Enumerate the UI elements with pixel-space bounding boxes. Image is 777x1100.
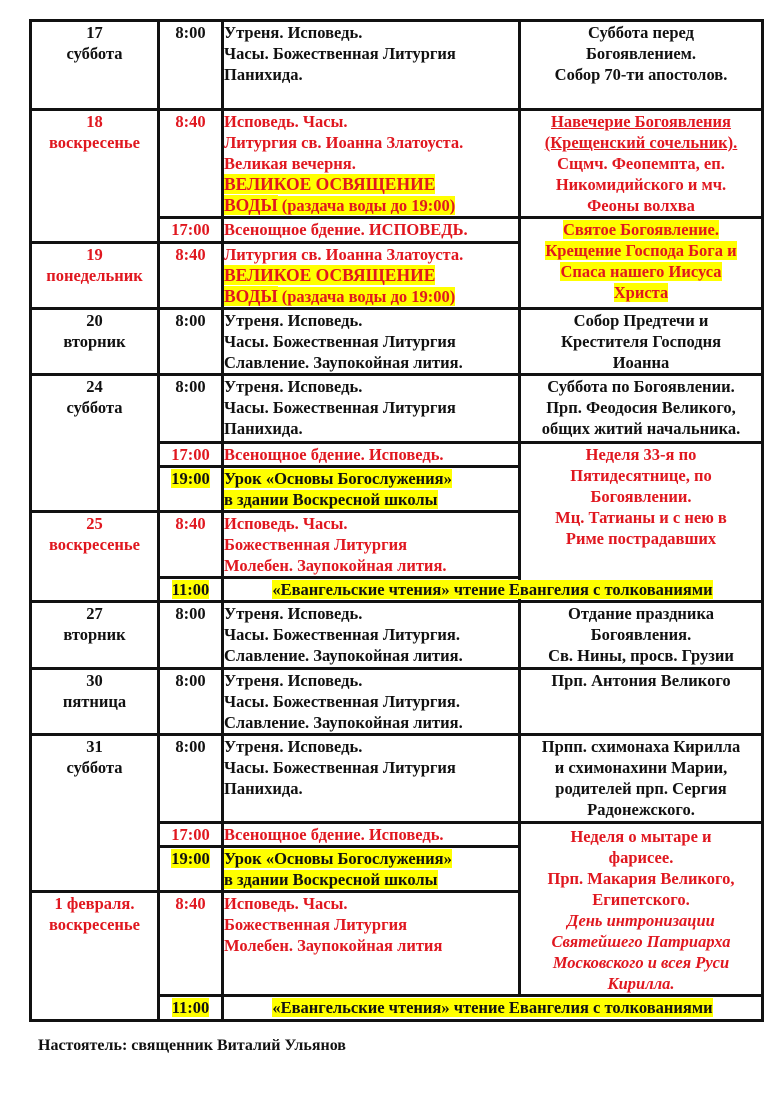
service-cell (223, 735, 520, 823)
highlighted-service: ВОДЫ (224, 195, 278, 215)
service-cell (223, 21, 520, 110)
service-line: Божественная Литургия (224, 535, 408, 554)
date-cell (31, 602, 159, 669)
service-line: Литургия св. Иоанна Златоуста. (224, 245, 464, 264)
time-cell: 8:40 (159, 110, 223, 218)
service-line: Божественная Литургия (224, 915, 408, 934)
time-cell: 8:00 (159, 735, 223, 823)
weekday: вторник (63, 332, 126, 351)
rector-signature: Настоятель: священник Виталий Ульянов (38, 1037, 346, 1054)
service-cell (223, 243, 520, 309)
service-cell (223, 578, 763, 602)
service-cell (223, 996, 763, 1021)
service-line: Исповедь. Часы. (224, 894, 348, 913)
feast-line: Суббота перед (588, 23, 694, 42)
feast-line: Суббота по Богоявлении. (547, 377, 735, 396)
time-cell: 8:00 (159, 602, 223, 669)
feast-line: Кирилла. (607, 974, 675, 993)
service-line: Часы. Божественная Литургия (224, 758, 456, 777)
weekday: понедельник (46, 266, 143, 285)
date-number: 1 февраля. (54, 894, 135, 913)
feast-cell (520, 669, 763, 735)
time-cell: 8:00 (159, 375, 223, 443)
feast-cell (520, 823, 763, 996)
service-line: Славление. Заупокойная лития. (224, 353, 463, 372)
date-cell (31, 735, 159, 892)
time-label: 19:00 (171, 849, 210, 868)
feast-line: Крестителя Господня (560, 332, 722, 351)
service-line: Утреня. Исповедь. (224, 23, 363, 42)
feast-line: Святейшего Патриарха (551, 932, 731, 951)
service-cell (223, 847, 520, 892)
feast-cell (520, 218, 763, 309)
feast-line: День интронизации (567, 911, 715, 930)
service-line: Панихида. (224, 65, 303, 84)
schedule-row (31, 669, 763, 735)
service-cell (223, 892, 520, 996)
date-number: 30 (86, 671, 103, 690)
schedule-row (31, 375, 763, 443)
feast-line: Радонежского. (587, 800, 695, 819)
service-line: Часы. Божественная Литургия. (224, 692, 460, 711)
feast-line: Богоявлении. (590, 487, 692, 506)
time-cell (159, 996, 223, 1021)
date-number: 17 (86, 23, 103, 42)
date-number: 24 (86, 377, 103, 396)
feast-line: Крещение Господа Бога и (545, 241, 737, 260)
date-cell (31, 892, 159, 1021)
date-number: 20 (86, 311, 103, 330)
feast-line: Прп. Феодосия Великого, (546, 398, 736, 417)
feast-line: родителей прп. Сергия (555, 779, 727, 798)
service-line: Часы. Божественная Литургия. (224, 625, 460, 644)
gospel-readings: «Евангельские чтения» чтение Евангелия с толкованиями (272, 580, 713, 599)
water-note: (раздача воды до 19:00) (281, 196, 456, 215)
service-line: Молебен. Заупокойная лития (224, 936, 443, 955)
feast-line: Прп. Антония Великого (551, 671, 731, 690)
feast-title: Навечерие Богоявления (551, 112, 731, 131)
weekday: вторник (63, 625, 126, 644)
service-cell (223, 467, 520, 512)
feast-cell (520, 735, 763, 823)
time-label: 11:00 (171, 580, 210, 599)
service-line: Панихида. (224, 779, 303, 798)
service-line: Утреня. Исповедь. (224, 671, 363, 690)
service-line: Исповедь. Часы. (224, 112, 348, 131)
service-line: Славление. Заупокойная лития. (224, 713, 463, 732)
feast-line: и схимонахини Марии, (554, 758, 728, 777)
service-line: Утреня. Исповедь. (224, 311, 363, 330)
feast-line: Сщмч. Феопемпта, еп. (557, 154, 725, 173)
feast-cell (520, 110, 763, 218)
time-label: 11:00 (171, 998, 210, 1017)
date-cell (31, 309, 159, 375)
service-line: Утреня. Исповедь. (224, 737, 363, 756)
time-cell: 8:00 (159, 21, 223, 110)
feast-line: Прпп. схимонаха Кирилла (541, 737, 741, 756)
feast-line: фарисее. (608, 848, 674, 867)
date-number: 31 (86, 737, 103, 756)
date-cell (31, 21, 159, 110)
schedule-row (31, 602, 763, 669)
time-cell: 17:00 (159, 218, 223, 243)
feast-line: Богоявлением. (585, 44, 697, 63)
time-cell (159, 578, 223, 602)
feast-line: Собор Предтечи и (573, 311, 709, 330)
time-cell: 17:00 (159, 443, 223, 467)
feast-line: Феоны волхва (587, 196, 695, 215)
feast-cell (520, 602, 763, 669)
schedule-row (31, 110, 763, 218)
service-line: Панихида. (224, 419, 303, 438)
service-line: Урок «Основы Богослужения» (224, 849, 452, 868)
feast-line: Христа (613, 283, 669, 302)
service-cell (223, 512, 520, 578)
highlighted-service: ВЕЛИКОЕ ОСВЯЩЕНИЕ (224, 265, 436, 285)
service-line: Молебен. Заупокойная лития. (224, 556, 447, 575)
feast-line: Риме пострадавших (565, 529, 717, 548)
service-line: Славление. Заупокойная лития. (224, 646, 463, 665)
weekday: суббота (66, 44, 123, 63)
weekday: суббота (66, 758, 123, 777)
service-cell (223, 110, 520, 218)
service-line: Исповедь. Часы. (224, 514, 348, 533)
service-cell (223, 443, 520, 467)
schedule-row (31, 735, 763, 823)
feast-line: Никомидийского и мч. (555, 175, 727, 194)
weekday: суббота (66, 398, 123, 417)
service-line: в здании Воскресной школы (224, 870, 438, 889)
feast-line: общих житий начальника. (541, 419, 741, 438)
feast-cell (520, 375, 763, 443)
weekday: воскресенье (49, 133, 140, 152)
date-number: 18 (86, 112, 103, 131)
feast-line: Собор 70-ти апостолов. (554, 65, 728, 84)
feast-cell (520, 21, 763, 110)
time-cell (159, 847, 223, 892)
service-line: Литургия св. Иоанна Златоуста. (224, 133, 464, 152)
service-cell (223, 669, 520, 735)
date-number: 25 (86, 514, 103, 533)
service-cell (223, 218, 520, 243)
feast-line: Святое Богоявление. (563, 220, 719, 239)
feast-line: Египетского. (592, 890, 690, 909)
service-line: Урок «Основы Богослужения» (224, 469, 452, 488)
time-cell: 8:00 (159, 669, 223, 735)
service-line: Часы. Божественная Литургия (224, 332, 456, 351)
service-line: Всенощное бдение. Исповедь. (224, 825, 444, 844)
time-cell (159, 467, 223, 512)
date-number: 19 (86, 245, 103, 264)
time-cell: 8:40 (159, 243, 223, 309)
service-line: Всенощное бдение. Исповедь. (224, 445, 444, 464)
time-label: 19:00 (171, 469, 210, 488)
service-line: Утреня. Исповедь. (224, 377, 363, 396)
feast-line: Пятидесятнице, по (570, 466, 712, 485)
feast-line: Московского и всея Руси (552, 953, 730, 972)
feast-line: Иоанна (612, 353, 670, 372)
weekday: воскресенье (49, 535, 140, 554)
feast-line: Неделя о мытаре и (570, 827, 712, 846)
schedule-row (31, 21, 763, 110)
service-cell (223, 309, 520, 375)
schedule-row (31, 309, 763, 375)
feast-cell (520, 309, 763, 375)
weekday: пятница (62, 692, 127, 711)
time-cell: 8:00 (159, 309, 223, 375)
time-cell: 8:40 (159, 512, 223, 578)
highlighted-service: ВЕЛИКОЕ ОСВЯЩЕНИЕ (224, 174, 436, 194)
feast-line: Св. Нины, просв. Грузии (548, 646, 734, 665)
service-cell (223, 823, 520, 847)
date-cell (31, 512, 159, 602)
service-line: Великая вечерня. (224, 154, 356, 173)
date-cell (31, 110, 159, 243)
feast-line: Спаса нашего Иисуса (560, 262, 722, 281)
service-line: Часы. Божественная Литургия (224, 44, 456, 63)
feast-line: Прп. Макария Великого, (547, 869, 735, 888)
date-cell (31, 669, 159, 735)
feast-line: Неделя 33-я по (585, 445, 697, 464)
gospel-readings: «Евангельские чтения» чтение Евангелия с толкованиями (272, 998, 713, 1017)
feast-line: Богоявления. (590, 625, 692, 644)
water-note: (раздача воды до 19:00) (281, 287, 456, 306)
feast-line: Мц. Татианы и с нею в (555, 508, 727, 527)
time-cell: 17:00 (159, 823, 223, 847)
highlighted-service: ВОДЫ (224, 286, 278, 306)
weekday: воскресенье (49, 915, 140, 934)
feast-title: (Крещенский сочельник). (544, 133, 738, 152)
service-cell (223, 602, 520, 669)
time-cell: 8:40 (159, 892, 223, 996)
date-cell (31, 375, 159, 512)
service-line: Утреня. Исповедь. (224, 604, 363, 623)
feast-line: Отдание праздника (568, 604, 714, 623)
service-line: в здании Воскресной школы (224, 490, 438, 509)
service-cell (223, 375, 520, 443)
service-line: Часы. Божественная Литургия (224, 398, 456, 417)
schedule-table (29, 19, 764, 1022)
date-number: 27 (86, 604, 103, 623)
service-line: Всенощное бдение. ИСПОВЕДЬ. (224, 220, 468, 239)
date-cell (31, 243, 159, 309)
